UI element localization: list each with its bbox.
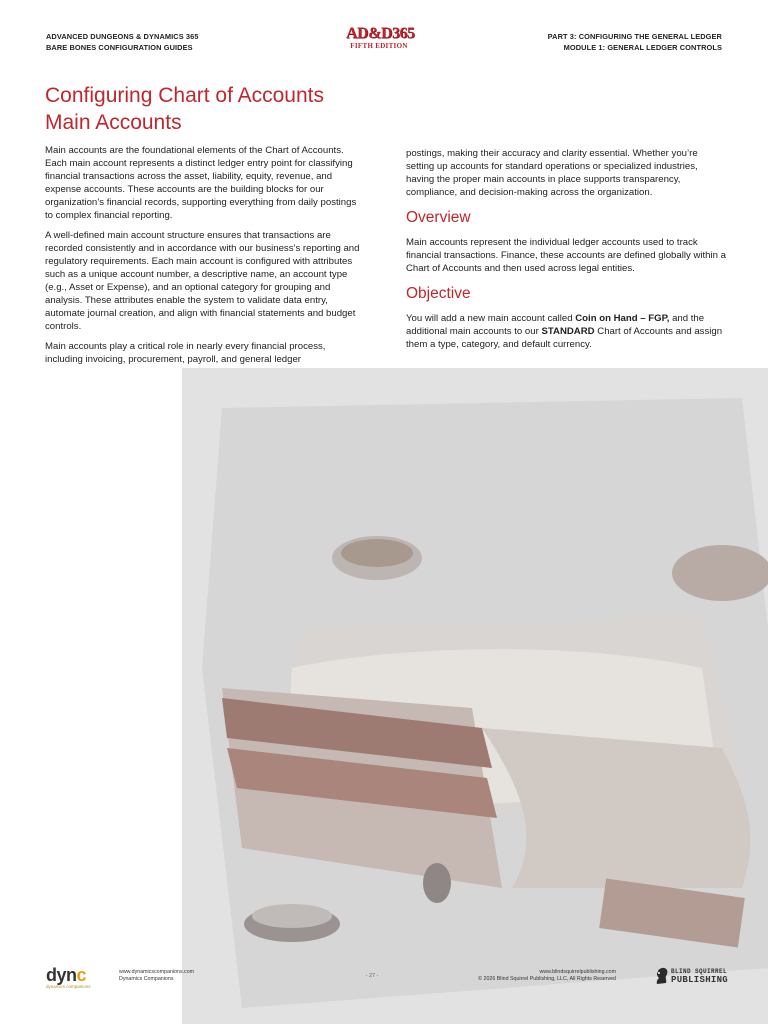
objective-text-1: You will add a new main account called (406, 313, 576, 324)
logo-edition-text: FIFTH EDITION (350, 42, 408, 50)
publisher-name-bottom: PUBLISHING (671, 975, 729, 985)
add365-logo (346, 25, 415, 56)
right-column (406, 147, 728, 358)
page-footer (0, 960, 768, 1000)
dync-logo (46, 966, 96, 989)
objective-text-2: and the additional main accounts to our (406, 313, 705, 337)
logo-main-text: AD&D365 (346, 25, 415, 42)
role-paragraph: Main accounts play a critical role in nearly every financial process, including invoicing, procurement, payroll, and general ledger (45, 341, 326, 365)
part-title: PART 3: CONFIGURING THE GENERAL LEDGER (547, 32, 722, 41)
page-title-line2: Main Accounts (45, 111, 182, 134)
chart-name: STANDARD (541, 326, 595, 337)
header-left (46, 31, 199, 53)
publisher-name-top: BLIND SQUIRREL (671, 968, 728, 975)
background-illustration (182, 368, 768, 1024)
page-number: - 27 - (365, 973, 379, 979)
structure-paragraph: A well-defined main account structure ensures that transactions are recorded consistently and in accordance with our business’s reporting and regulatory requirements. Each main account is configured with attributes such as a unique account number, a descriptive name, an account type (e.g., Asset or Expense), and an optional category for grouping and analysis. These attributes enable the system to validate data entry, automate journal creation, and align with financial statements and budget controls. (45, 230, 360, 332)
objective-text-3: Chart of Accounts and assign them a type, category, and default currency. (406, 326, 723, 350)
page-title (45, 82, 324, 136)
footer-right-text (478, 969, 616, 983)
account-name: Coin on Hand – FGP, (575, 313, 670, 324)
header-right (548, 31, 722, 53)
copyright-text: © 2026 Blind Squirrel Publishing, LLC, All Rights Reserved (478, 976, 616, 982)
dync-tagline: dynamics companions (46, 984, 91, 989)
overview-paragraph: Main accounts represent the individual ledger accounts used to track financial transactions. Finance, these accounts are defined globally within a Chart of Accounts and then used across legal entities. (406, 237, 726, 274)
dync-url-link[interactable]: www.dynamicscompanions.com (119, 969, 195, 975)
role-paragraph-continued: postings, making their accuracy and clarity essential. Whether you’re setting up accounts for standard operations or specialized industries, having the proper main accounts in place supports transparency, compliance, and decision-making across the organization. (406, 148, 698, 198)
objective-paragraph (406, 312, 728, 351)
left-column (45, 144, 363, 373)
blind-squirrel-logo (653, 966, 729, 988)
overview-heading: Overview (406, 209, 471, 226)
dync-name: Dynamics Companions (119, 976, 174, 982)
publisher-url-link[interactable]: www.blindsquirrelpublishing.com (539, 969, 616, 975)
intro-paragraph: Main accounts are the foundational elements of the Chart of Accounts. Each main account represents a distinct ledger entry point for classifying financial transactions across the asset, liability, equity, revenue, and expense accounts. These accounts are the building blocks for our organization’s financial records, supporting everything from daily postings to complex financial reporting. (45, 145, 357, 221)
dync-logo-text: dyn (46, 965, 77, 985)
module-title: MODULE 1: GENERAL LEDGER CONTROLS (563, 43, 722, 52)
page-title-line1: Configuring Chart of Accounts (45, 84, 324, 107)
series-subtitle: BARE BONES CONFIGURATION GUIDES (46, 43, 193, 52)
squirrel-icon (653, 966, 669, 986)
series-title: ADVANCED DUNGEONS & DYNAMICS 365 (46, 32, 199, 41)
footer-left-text (119, 969, 194, 983)
objective-heading: Objective (406, 285, 471, 302)
dync-logo-accent: c (76, 965, 87, 985)
